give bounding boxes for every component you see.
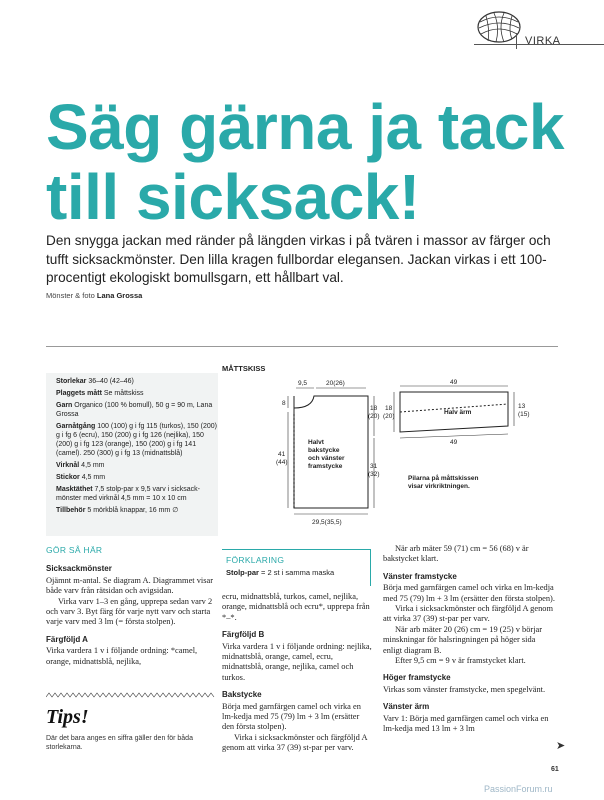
page-title [46,92,586,232]
page-number: 61 [551,766,559,773]
sleeve-label: Halv ärm [444,409,472,416]
dim-h-side-2: (44) [276,459,288,466]
sleeve-dim-right-1: 13 [518,403,526,410]
credit-label: Mönster & foto [46,291,95,300]
dim-h-lower-1: 31 [370,463,378,470]
dim-h-side-1: 41 [278,451,286,458]
heading-vanster-arm: Vänster ärm [383,702,430,712]
tips-title: Tips! [46,706,89,728]
definition-text: = 2 st i samma maska [261,568,335,578]
body-label-4: framstycke [308,463,343,470]
diagram-title: MÅTTSKISS [222,364,266,373]
section-label: VIRKA [525,35,561,47]
header-separator [516,33,517,49]
info-row: Plaggets mått Se måttskiss [56,390,144,397]
watermark: PassionForum.ru [484,784,553,794]
column-1 [46,545,216,667]
dim-w-top: 20(26) [326,380,345,387]
continue-arrow-icon: ➤ [556,740,566,752]
credit-name: Lana Grossa [96,291,143,300]
info-box [46,373,218,536]
lead-paragraph: Den snygga jackan med ränder på längden virkas i på tvären i massor av färger och tufft sicksackmönster. Den lilla kragen fullbordar elegansen. Jackan virkas i ett 100-procentigt ekologiskt bomullsgarn, ett hållbart val. [46,233,551,285]
info-row: Storlekar 36–40 (42–46) [56,378,134,385]
title-line-2: till sicksack! [46,161,420,233]
body-label-3: och vänster [308,455,345,462]
para: När arb mäter 20 (26) cm = 19 (25) v börjar minskningar för halsringningen på höger sida enligt diagram B. [383,624,543,655]
para: Virka vardera 1 v i följande ordning: nejlika, midnattsblå, orange, camel, ecru, midnattsblå, orange, nejlika, camel och turkos. [222,641,372,682]
body-label-2: bakstycke [308,447,340,454]
sleeve-dim-left-1: 18 [385,405,393,412]
column-2 [226,555,370,579]
section-heading: GÖR SÅ HÄR [46,545,103,555]
sleeve-dim-top: 49 [450,379,458,386]
para: Varv 1: Börja med garnfärgen camel och virka en lm-kedja med 13 lm + 3 lm [383,713,549,734]
zigzag-divider [46,692,216,698]
definition-heading: FÖRKLARING [226,555,285,565]
dim-h-mid-2: (20) [368,413,380,420]
info-row: Garn Organico (100 % bomull), 50 g = 90 m, Lana Grossa [56,402,213,418]
para: Virka varv 1–3 en gång, upprepa sedan varv 2 och varv 3. Byt färg för varje nytt varv och starta varje varv med 3 lm (= första stolpen). [46,596,213,627]
para: När arb mäter 59 (71) cm = 56 (68) v är bakstycket klart. [383,544,529,564]
sleeve-dim-right-2: (15) [518,411,530,418]
info-row: Tillbehör 5 mörkblå knappar, 16 mm ∅ [56,507,179,514]
divider [46,346,558,347]
definition [226,568,370,578]
sleeve-dim-left-2: (20) [383,413,395,420]
heading-vanster-framstycke: Vänster framstycke [383,571,457,581]
diagram-note-1: Pilarna på måttskissen [408,475,479,482]
measurement-diagram [222,372,567,532]
para: Virkas som vänster framstycke, men spegelvänt. [383,684,546,694]
definition-term: Stolp-par [226,568,259,578]
sleeve-dim-bottom: 49 [450,439,458,446]
heading-fargfoljd-b: Färgföljd B [222,630,265,640]
dim-h-mid-1: 18 [370,405,378,412]
column-2-body [222,592,372,754]
diagram-note-2: visar virkriktningen. [408,483,470,490]
para: Virka vardera 1 v i följande ordning: *camel, orange, midnattsblå, nejlika, [46,646,198,666]
credit [46,291,142,300]
dim-w-bottom: 29,5(35,5) [312,519,342,526]
column-3 [383,544,555,735]
heading-fargfoljd-a: Färgföljd A [46,634,88,644]
body-label-1: Halvt [308,439,324,446]
info-row: Stickor 4,5 mm [56,474,106,481]
info-row: Garnåtgång 100 (100) g i fg 115 (turkos), 150 (200) g i fg 6 (ecru), 150 (200) g i fg 126 (nejlika), 150 (200) g i fg 123 (orange), 150 (200) g i fg 141 (camel). 250 (300) g i fg 13 (midnattsblå) [56,423,217,457]
dim-w-left: 9,5 [298,380,308,387]
info-row: Virknål 4,5 mm [56,462,105,469]
para: Efter 9,5 cm = 9 v är framstycket klart. [395,656,526,666]
heading-sicksack: Sicksackmönster [46,564,112,574]
info-row: Masktäthet 7,5 stolp-par x 9,5 varv i sicksack-mönster med virknål 4,5 mm = 10 x 10 cm [56,486,200,502]
para: Börja med garnfärgen camel och virka en lm-kedja med 75 (79) lm + 3 lm (ersätter den första stolpen). [383,583,555,603]
para: Virka i sicksackmönster och färgföljd A genom att virka 37 (39) st-par per varv. [222,732,368,753]
tips-text: Där det bara anges en siffra gäller den för båda storlekarna. [46,735,193,751]
heading-hoger-framstycke: Höger framstycke [383,673,451,683]
para: ecru, midnattsblå, turkos, camel, nejlika, orange, midnattsblå och ecru*, upprepa från *–*. [222,592,370,622]
title-line-1: Säg gärna ja tack [46,91,564,163]
para: Virka i sicksackmönster och färgföljd A genom att virka 37 (39) st-par per varv. [383,604,553,624]
para: Ojämnt m-antal. Se diagram A. Diagrammet visar både varv från rätsidan och avigsidan. [46,575,213,596]
dim-h-lower-2: (32) [368,471,380,478]
dim-h-top: 8 [282,400,286,407]
para: Börja med garnfärgen camel och virka en lm-kedja med 75 (79) lm + 3 lm (ersätter den första stolpen). [222,701,361,732]
heading-bakstycke: Bakstycke [222,690,262,700]
